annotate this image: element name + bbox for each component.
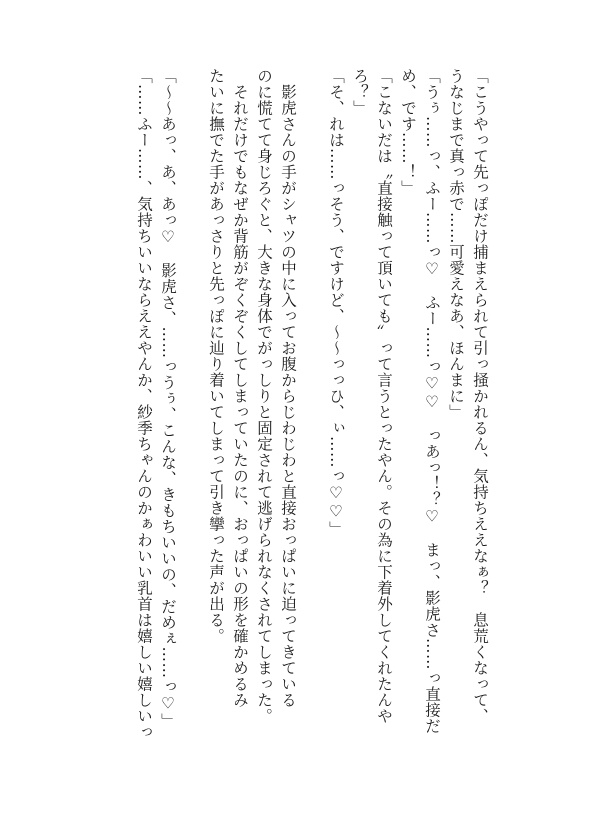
text-line-3: 「うぅ……っ、ふー……っ♡ ふー……っ♡♡ っあっ！？♡ まっ、影虎さ……っ直接だ <box>423 68 441 734</box>
text-line-4: め、です……！」 <box>399 68 417 196</box>
text-line-15: 「……ふー……、気持ちいいならええやんか、紗季ちゃんのかぁわいい乳首は嬉しい嬉しいっ <box>135 68 153 740</box>
text-line-1: 「こうやって先っぽだけ捕まえられて引っ掻かれるん、気持ちええなぁ？ 息荒くなって、 <box>471 68 489 724</box>
vertical-text-body <box>132 68 492 788</box>
text-line-14: 「～～あっ、あ、あっ♡ 影虎さ、……っうぅ、こんな、きもちいいの、だめぇ……っ♡」 <box>159 68 177 729</box>
text-line-7: 「そ、れは……っそう、ですけど、～～っっひ、ぃ……っ♡♡」 <box>327 68 345 537</box>
paragraph-gap <box>300 68 324 788</box>
text-line-12: たいに撫でた手があっさりと先っぽに辿り着いてしまって引き攣った声が出る。 <box>207 68 225 644</box>
paragraph-gap <box>180 68 204 788</box>
text-line-5: 「こないだは〝直接触って頂いても〟って言うとったやん。その為に下着外してくれたんや <box>375 68 393 724</box>
text-line-9: 影虎さんの手がシャツの中に入ってお腹からじわじわと直接おっぱいに迫ってきている <box>279 68 297 708</box>
text-line-6: ろ？」 <box>351 68 369 116</box>
text-line-10: のに慌てて身じろぐと、大きな身体でがっしりと固定されて逃げられなくされてしまった。 <box>255 68 273 724</box>
text-line-11: それだけでもなぜか背筋がぞくぞくしてしまっていたのに、おっぱいの形を確かめるみ <box>231 68 249 708</box>
text-line-2: うなじまで真っ赤で……可愛えなあ、ほんまに」 <box>447 68 465 420</box>
